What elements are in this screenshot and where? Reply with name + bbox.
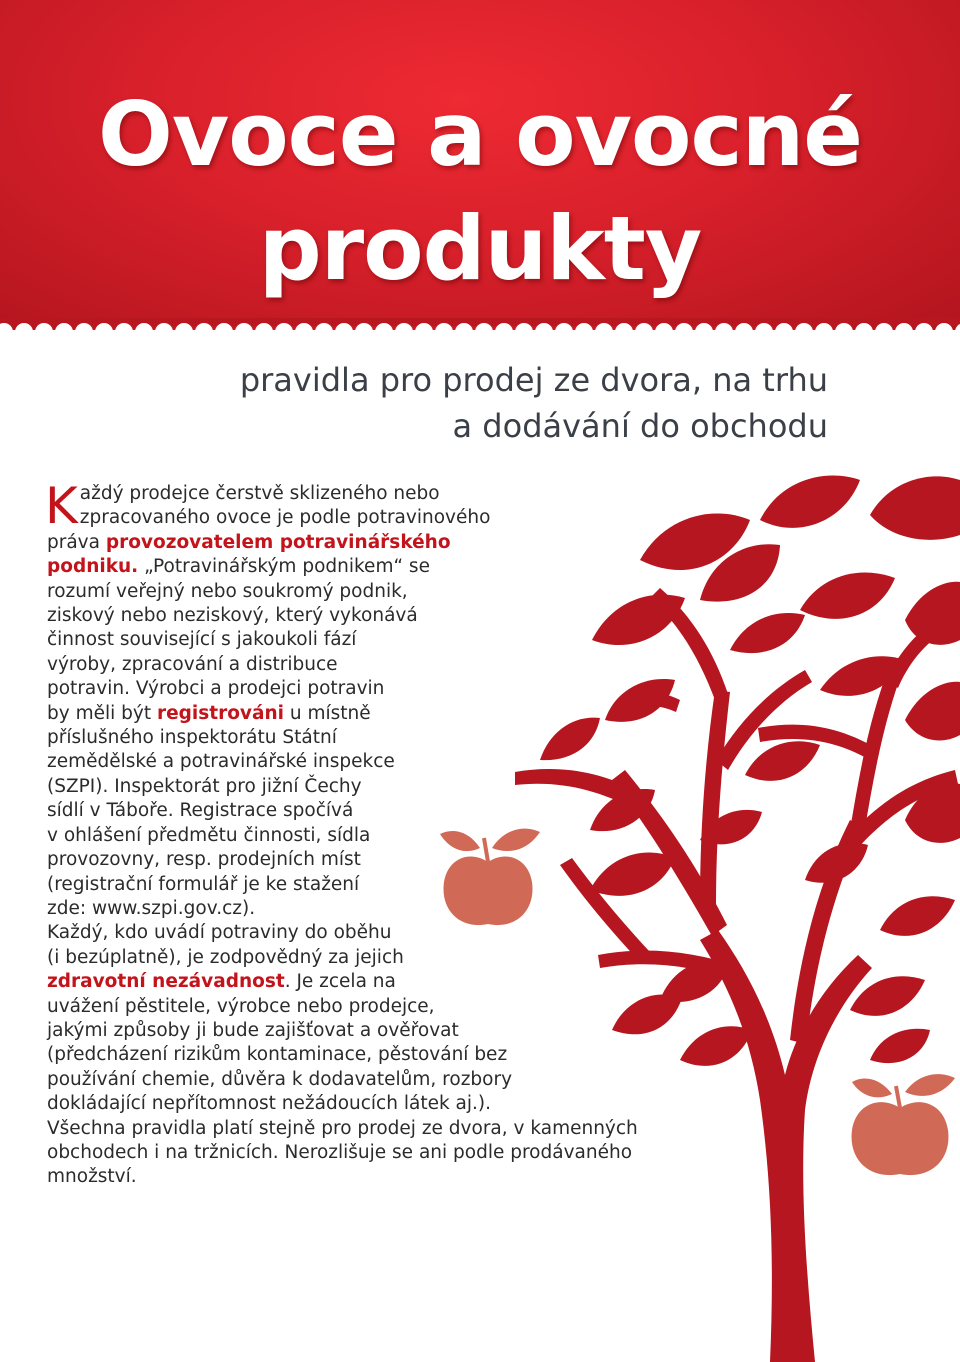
body-line: rozumí veřejný nebo soukromý podnik, — [47, 580, 408, 602]
body-line: v ohlášení předmětu činnosti, sídla — [47, 824, 371, 846]
body-line: Každý, kdo uvádí potraviny do oběhu — [47, 922, 392, 944]
body-text: práva — [47, 531, 106, 553]
body-line — [47, 970, 687, 994]
body-text: u místně — [283, 702, 371, 724]
body-line: sídlí v Táboře. Registrace spočívá — [47, 800, 354, 822]
body-line: provozovny, resp. prodejních míst — [47, 849, 361, 871]
body-line: příslušného inspektorátu Státní — [47, 727, 337, 749]
body-line: používání chemie, důvěra k dodavatelům, rozbory — [47, 1068, 513, 1090]
body-line: činnost související s jakoukoli fází — [47, 629, 357, 651]
body-line: (SZPI). Inspektorát pro jižní Čechy — [47, 775, 362, 797]
body-line: množství. — [47, 1166, 137, 1188]
body-line: (i bezúplatně), je zodpovědný za jejich — [47, 946, 404, 968]
body-line: obchodech i na tržnicích. Nerozlišuje se ani podle prodávaného — [47, 1141, 633, 1163]
body-paragraph — [45, 477, 687, 1190]
body-line: potravin. Výrobci a prodejci potravin — [47, 678, 385, 700]
subtitle-line-2: a dodávání do obchodu — [452, 407, 828, 445]
body-text: . Je zcela na — [284, 971, 396, 993]
body-line: ziskový nebo neziskový, který vykonává — [47, 605, 418, 627]
body-line — [47, 555, 687, 579]
body-line: zde: www.szpi.gov.cz). — [47, 897, 256, 919]
body-line: zemědělské a potravinářské inspekce — [47, 751, 395, 773]
body-line: uvážení pěstitele, výrobce nebo prodejce, — [47, 995, 435, 1017]
body-line — [47, 702, 687, 726]
body-line: výroby, zpracování a distribuce — [47, 653, 338, 675]
apple-right — [852, 1074, 955, 1175]
title-line-2: produkty — [258, 197, 702, 300]
body-text: „Potravinářským podnikem“ se — [138, 556, 430, 578]
highlight-nezavadnost: zdravotní nezávadnost — [47, 971, 285, 993]
drop-cap: K — [45, 477, 78, 535]
body-line: (registrační formulář je ke stažení — [47, 873, 360, 895]
body-line: jakými způsoby ji bude zajišťovat a ověřovat — [47, 1019, 459, 1041]
body-line: dokládající nepřítomnost nežádoucích látek aj.). — [47, 1093, 491, 1115]
subtitle-line-1: pravidla pro prodej ze dvora, na trhu — [239, 361, 828, 399]
body-line: (předcházení rizikům kontaminace, pěstování bez — [47, 1044, 508, 1066]
body-line: zpracovaného ovoce je podle potravinového — [79, 507, 491, 529]
body-line: Všechna pravidla platí stejně pro prodej ze dvora, v kamenných — [47, 1117, 638, 1139]
body-text: by měli být — [47, 702, 157, 724]
highlight-podniku: podniku. — [47, 556, 139, 578]
highlight-provozovatel: provozovatelem potravinářského — [105, 531, 451, 553]
body-line: aždý prodejce čerstvě sklizeného nebo — [79, 483, 440, 504]
title-line-1: Ovoce a ovocné — [98, 83, 862, 186]
highlight-registrovani: registrováni — [156, 702, 284, 724]
body-line — [47, 531, 687, 555]
